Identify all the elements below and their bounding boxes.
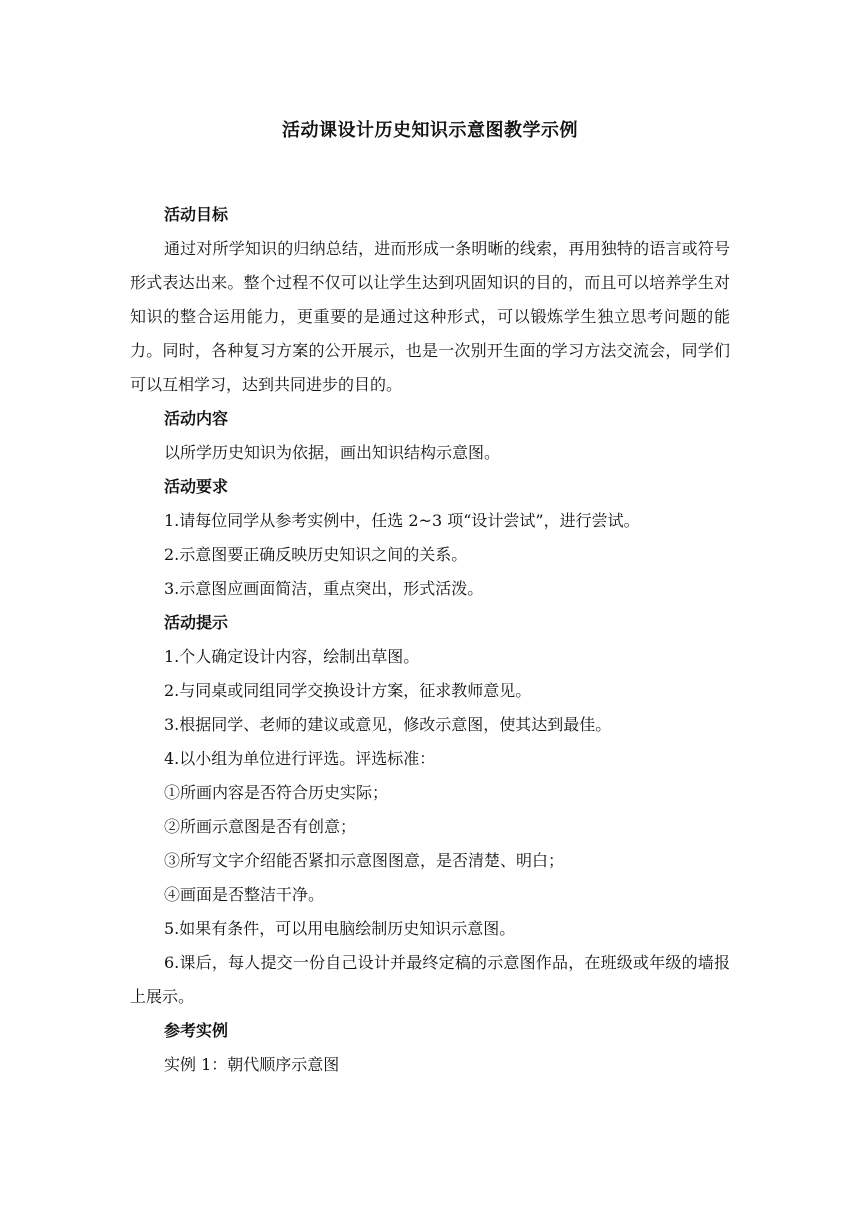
document-title: 活动课设计历史知识示意图教学示例 [282, 120, 578, 141]
list-item: 3.根据同学、老师的建议或意见，修改示意图，使其达到最佳。 [164, 715, 612, 734]
list-item: 实例 1：朝代顺序示意图 [164, 1055, 340, 1074]
list-item: 6.课后，每人提交一份自己设计并最终定稿的示意图作品，在班级或年级的墙报上展示。 [130, 953, 730, 1006]
list-item: ①所画内容是否符合历史实际； [164, 783, 389, 802]
list-item: ④画面是否整洁干净。 [164, 885, 325, 904]
document-body [130, 198, 730, 1082]
section-heading-examples: 参考实例 [164, 1021, 229, 1040]
paragraph-goal: 通过对所学知识的归纳总结，进而形成一条明晰的线索，再用独特的语言或符号形式表达出来。整个过程不仅可以让学生达到巩固知识的目的，而且可以培养学生对知识的整合运用能力，更重要的是通过这种形式，可以锻炼学生独立思考问题的能力。同时，各种复习方案的公开展示，也是一次别开生面的学习方法交流会，同学们可以互相学习，达到共同进步的目的。 [130, 239, 730, 394]
paragraph-content: 以所学历史知识为依据，画出知识结构示意图。 [164, 443, 501, 462]
list-item: 1.个人确定设计内容，绘制出草图。 [164, 647, 420, 666]
list-item: 5.如果有条件，可以用电脑绘制历史知识示意图。 [164, 919, 516, 938]
section-heading-goal: 活动目标 [164, 205, 229, 224]
list-item: 4.以小组为单位进行评选。评选标准： [164, 749, 436, 768]
list-item: 2.与同桌或同组同学交换设计方案，征求教师意见。 [164, 681, 532, 700]
list-item: 1.请每位同学从参考实例中，任选 2~3 项“设计尝试”，进行尝试。 [164, 511, 640, 530]
list-item: 2.示意图要正确反映历史知识之间的关系。 [164, 545, 468, 564]
section-heading-requirements: 活动要求 [164, 477, 229, 496]
list-item: ③所写文字介绍能否紧扣示意图图意，是否清楚、明白； [164, 851, 565, 870]
list-item: ②所画示意图是否有创意； [164, 817, 357, 836]
section-heading-content: 活动内容 [164, 409, 229, 428]
section-heading-tips: 活动提示 [164, 613, 229, 632]
list-item: 3.示意图应画面简洁，重点突出，形式活泼。 [164, 579, 484, 598]
